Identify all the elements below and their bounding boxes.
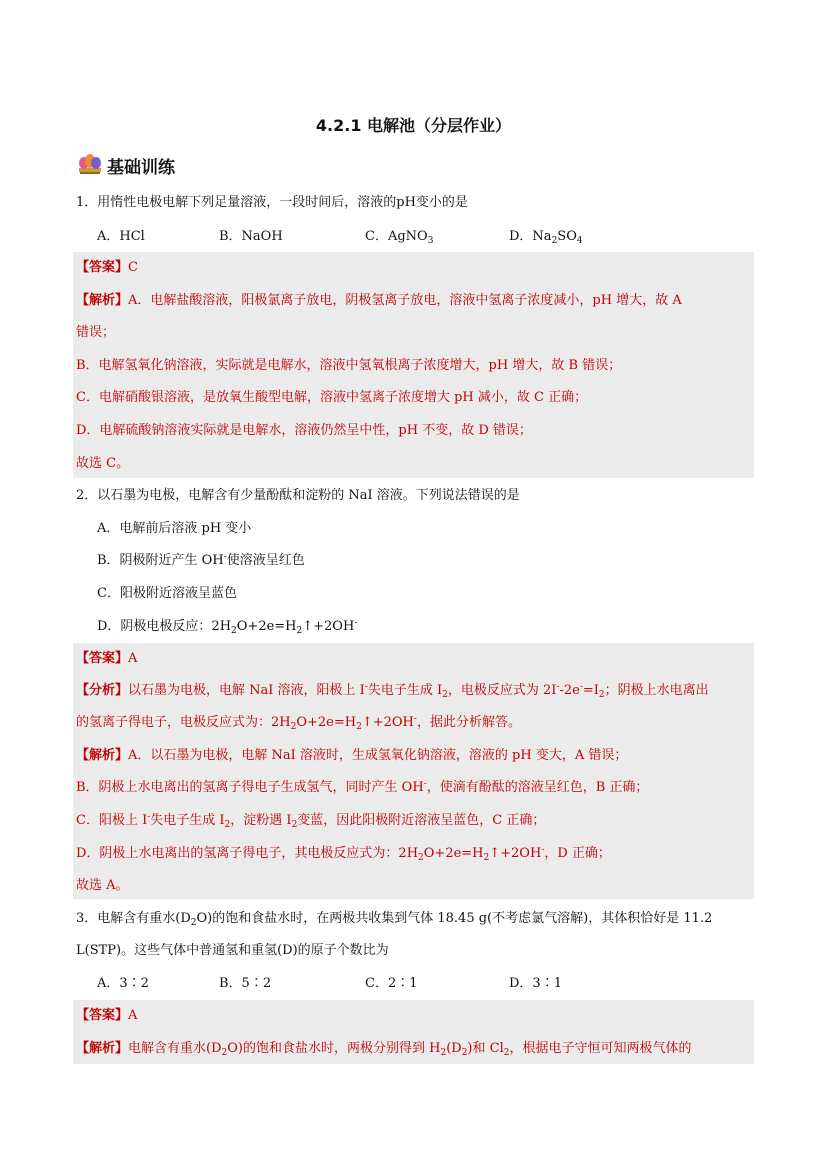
q2-analysis-line-5: 故选 A。 — [76, 878, 129, 893]
q1-option-c: C．AgNO$_3$ — [365, 229, 434, 246]
q1-analysis-line-1b: 错误； — [76, 325, 116, 340]
section-header — [77, 153, 175, 177]
q1-option-b: B．NaOH — [219, 229, 283, 244]
section-label: 基础训练 — [107, 157, 175, 178]
q1-analysis-line-2: B．电解氢氧化钠溶液，实际就是电解水，溶液中氢氧根离子浓度增大，pH 增大，故 B 错误； — [76, 358, 622, 373]
q2-answer: 【答案】A — [76, 651, 138, 666]
q2-fenxi-line-2: 的氢离子得电子，电极反应式为：$2H_2O+2e=H_2↑+2OH^-$，据此分析解答。 — [76, 714, 521, 732]
q3-option-b: B．5∶2 — [219, 976, 272, 991]
q1-analysis-line-5: 故选 C。 — [76, 456, 130, 471]
question-3-stem-line-1: 3．电解含有重水$(D_2O)$的饱和食盐水时，在两极共收集到气体 18.45 g(不考虑氯气溶解)，其体积恰好是 11.2 — [76, 911, 713, 928]
question-2-stem: 2．以石墨为电极，电解含有少量酚酞和淀粉的 NaI 溶液。下列说法错误的是 — [76, 488, 520, 503]
q2-fenxi-line-1: 【分析】以石墨为电极，电解 NaI 溶液，阳极上 I-失电子生成 $I_2$，电极反应式为 $2I^--2e^-=I_2$；阴极上水电离出 — [76, 682, 709, 700]
q1-answer: 【答案】C — [76, 260, 138, 275]
q2-analysis-line-1: 【解析】A．以石墨为电极，电解 NaI 溶液时，生成氢氧化钠溶液，溶液的 pH 变大，A 错误； — [76, 748, 628, 763]
q2-analysis-line-2: B．阴极上水电离出的氢离子得电子生成氢气，同时产生 OH-，使滴有酚酞的溶液呈红色，B 正确； — [76, 779, 649, 795]
question-3-stem-line-2: L(STP)。这些气体中普通氢和重氢(D)的原子个数比为 — [76, 943, 389, 958]
page-title: 4.2.1 电解池（分层作业） — [315, 116, 512, 135]
q2-option-b: B．阴极附近产生 OH-使溶液呈红色 — [97, 552, 305, 568]
q3-analysis-line-1: 【解析】电解含有重水$(D_2O)$的饱和食盐水时，两极分别得到 $H_2(D_2)$和 $Cl_2$，根据电子守恒可知两极气体的 — [76, 1041, 692, 1058]
q2-analysis-line-3: C．阳极上 I-失电子生成 $I_2$，淀粉遇 $I_2$变蓝，因此阳极附近溶液呈蓝色，C 正确； — [76, 812, 546, 830]
q2-option-c: C．阳极附近溶液呈蓝色 — [97, 586, 237, 601]
q3-answer: 【答案】A — [76, 1008, 138, 1023]
q3-option-a: A．3∶2 — [97, 976, 149, 991]
q1-analysis-line-4: D．电解硫酸钠溶液实际就是电解水，溶液仍然呈中性，pH 不变，故 D 错误； — [76, 423, 532, 438]
q1-option-d: D．$Na_2SO_4$ — [509, 229, 583, 246]
q1-option-a: A．HCl — [97, 229, 145, 244]
q1-analysis-line-3: C．电解硝酸银溶液，是放氧生酸型电解，溶液中氢离子浓度增大 pH 减小，故 C 正确； — [76, 390, 588, 405]
question-1-stem: 1．用惰性电极电解下列足量溶液，一段时间后，溶液的pH变小的是 — [76, 195, 468, 210]
q1-analysis-line-1: 【解析】A．电解盐酸溶液，阳极氯离子放电，阴极氢离子放电，溶液中氢离子浓度减小，pH 增大，故 A — [76, 293, 682, 308]
q2-option-a: A．电解前后溶液 pH 变小 — [97, 521, 252, 536]
q2-analysis-line-4: D．阴极上水电离出的氢离子得电子，其电极反应式为：$2H_2O+2e=H_2↑+2OH^-$，D 正确； — [76, 845, 611, 863]
q3-option-d: D．3∶1 — [509, 976, 562, 991]
book-stack-icon — [77, 154, 103, 176]
q2-option-d: D．阴极电极反应：$2H_2O+2e=H_2↑+2OH^-$ — [97, 618, 358, 636]
q3-option-c: C．2∶1 — [365, 976, 418, 991]
